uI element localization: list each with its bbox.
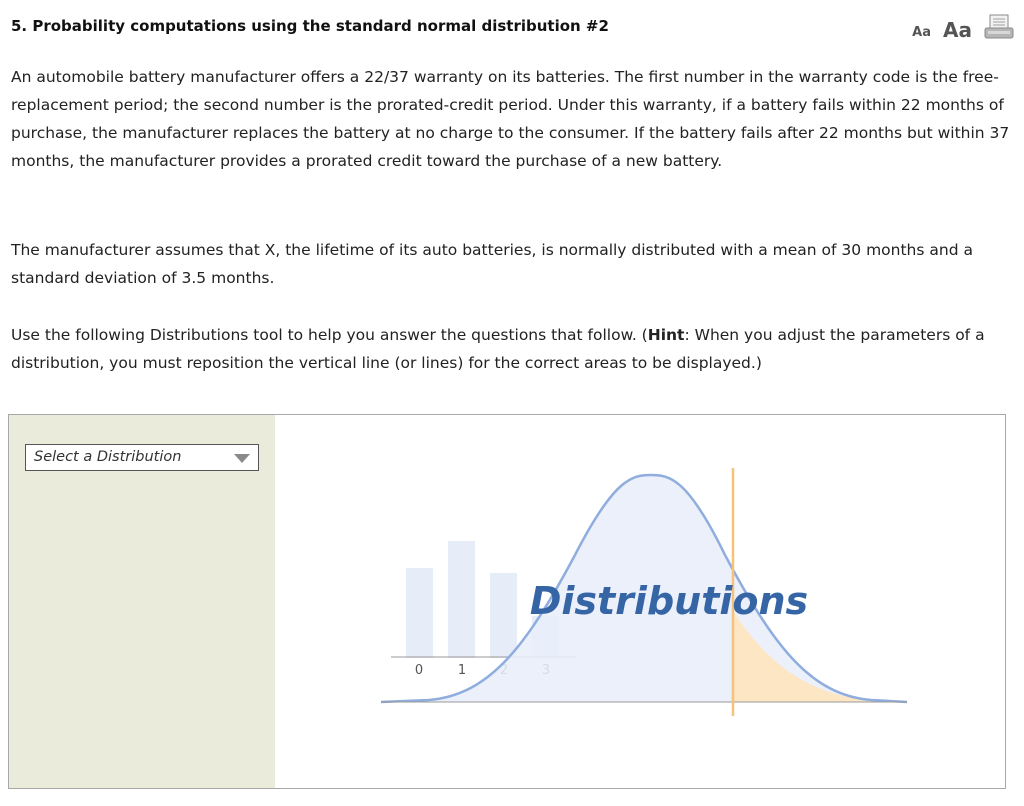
splash-bar xyxy=(406,568,433,658)
hint-label: Hint xyxy=(647,326,685,344)
problem-paragraph: An automobile battery manufacturer offers a 22/37 warranty on its batteries. The first number in the warranty code is the free-replacement period; the second number is the prorated-credit period. Under this warranty, if a battery fails within 22 months of purchase, the manufacturer replaces the battery at no charge to the consumer. If the battery fails after 22 months but within 37 months, the manufacturer provides a prorated credit toward the purchase of a new battery. xyxy=(11,68,1010,170)
bar-tick-label: 0 xyxy=(414,663,424,678)
distributions-splash-graphic xyxy=(275,415,1005,788)
instruction-rest: : When you adjust the parameters of a distribution, you must reposition the vertical line (or lines) for the correct areas to be displayed.) xyxy=(11,326,985,372)
instruction-intro: Use the following Distributions tool to help you answer the questions that follow. ( xyxy=(11,326,648,344)
distributions-title: Distributions xyxy=(529,579,809,623)
splash-bar xyxy=(490,573,517,658)
printer-icon[interactable] xyxy=(984,14,1014,40)
bar-tick-label: 1 xyxy=(457,663,467,678)
question-heading: 5. Probability computations using the standard normal distribution #2 xyxy=(11,17,609,35)
tool-sidebar xyxy=(9,415,275,788)
text-size-controls xyxy=(912,14,1014,40)
distributions-tool xyxy=(8,414,1006,789)
decrease-text-size-button[interactable]: Aa xyxy=(912,25,932,40)
instruction-paragraph xyxy=(11,321,1013,377)
distribution-select-value: Select a Distribution xyxy=(34,449,182,465)
increase-text-size-button[interactable]: Aa xyxy=(943,18,972,42)
distribution-select[interactable] xyxy=(25,444,259,471)
splash-bar xyxy=(448,541,475,658)
assumption-paragraph: The manufacturer assumes that X, the lifetime of its auto batteries, is normally distributed with a mean of 30 months and a standard deviation of 3.5 months. xyxy=(11,241,973,287)
triangle-down-icon xyxy=(234,454,250,464)
